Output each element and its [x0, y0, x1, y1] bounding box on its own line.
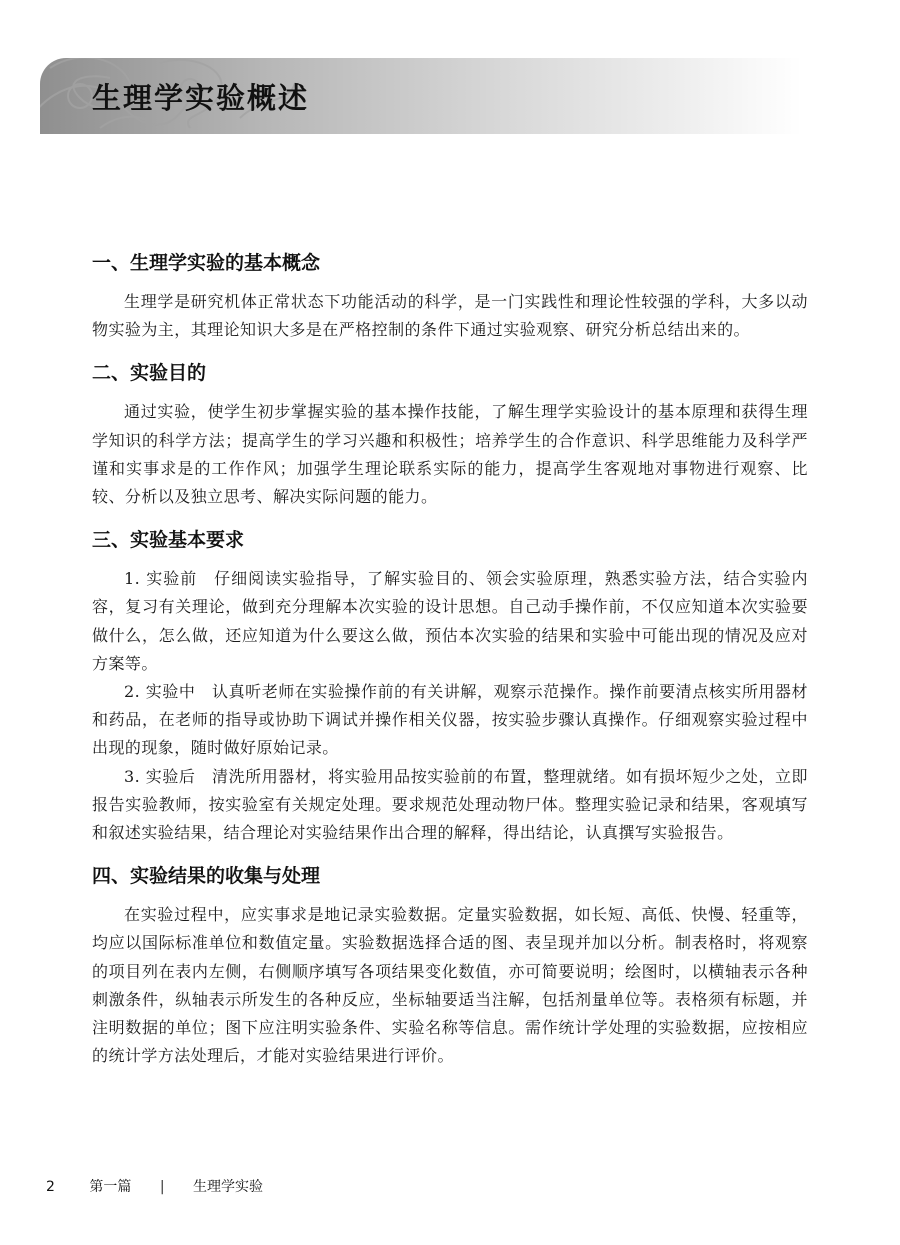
paragraph: 生理学是研究机体正常状态下功能活动的科学，是一门实践性和理论性较强的学科，大多以动物实验为主，其理论知识大多是在严格控制的条件下通过实验观察、研究分析总结出来的。: [92, 292, 808, 340]
paragraph-before-experiment: 1. 实验前 仔细阅读实验指导，了解实验目的、领会实验原理，熟悉实验方法，结合实验内容，复习有关理论，做到充分理解本次实验的设计思想。自己动手操作前，不仅应知道本次实验要做什么，怎么做，还应知道为什么要这么做，预估本次实验的结果和实验中可能出现的情况及应对方案等。: [92, 569, 808, 673]
section-requirements: [92, 523, 808, 847]
section-heading: 一、生理学实验的基本概念: [92, 252, 321, 274]
section-heading: 三、实验基本要求: [92, 529, 245, 552]
page-footer: [46, 1176, 263, 1196]
section-purpose: [92, 356, 808, 511]
paragraph: 在实验过程中，应实事求是地记录实验数据。定量实验数据，如长短、高低、快慢、轻重等，均应以国际标准单位和数值定量。实验数据选择合适的图、表呈现并加以分析。制表格时，将观察的项目列在表内左侧，右侧顺序填写各项结果变化数值，亦可简要说明；绘图时，以横轴表示各种刺激条件，纵轴表示所发生的各种反应，坐标轴要适当注解，包括剂量单位等。表格须有标题，并注明数据的单位；图下应注明实验条件、实验名称等信息。需作统计学处理的实验数据，应按相应的统计学方法处理后，才能对实验结果进行评价。: [92, 905, 808, 1066]
paragraph-after-experiment: 3. 实验后 清洗所用器材，将实验用品按实验前的布置，整理就绪。如有损坏短少之处，立即报告实验教师，按实验室有关规定处理。要求规范处理动物尸体。整理实验记录和结果，客观填写和叙述实验结果，结合理论对实验结果作出合理的解释，得出结论，认真撰写实验报告。: [92, 766, 808, 843]
paragraph-during-experiment: 2. 实验中 认真听老师在实验操作前的有关讲解，观察示范操作。操作前要清点核实所用器材和药品，在老师的指导或协助下调试并操作相关仪器，按实验步骤认真操作。仔细观察实验过程中出现的现象，随时做好原始记录。: [92, 682, 808, 758]
section-heading: 二、实验目的: [92, 362, 207, 385]
paragraph: 通过实验，使学生初步掌握实验的基本操作技能，了解生理学实验设计的基本原理和获得生理学知识的科学方法；提高学生的学习兴趣和积极性；培养学生的合作意识、科学思维能力及科学严谨和实事求是的工作作风；加强学生理论联系实际的能力，提高学生客观地对事物进行观察、比较、分析以及独立思考、解决实际问题的能力。: [92, 402, 808, 507]
page-number: 2: [46, 1179, 55, 1195]
footer-separator: |: [159, 1179, 165, 1195]
section-results: [92, 859, 808, 1070]
article-body: [92, 246, 808, 1070]
footer-part-title: 生理学实验: [193, 1179, 263, 1195]
section-heading: 四、实验结果的收集与处理: [92, 865, 321, 888]
footer-part: 第一篇: [89, 1179, 132, 1195]
title-banner: [40, 58, 802, 134]
section-basic-concept: [92, 246, 808, 344]
page-title: 生理学实验概述: [92, 81, 310, 115]
